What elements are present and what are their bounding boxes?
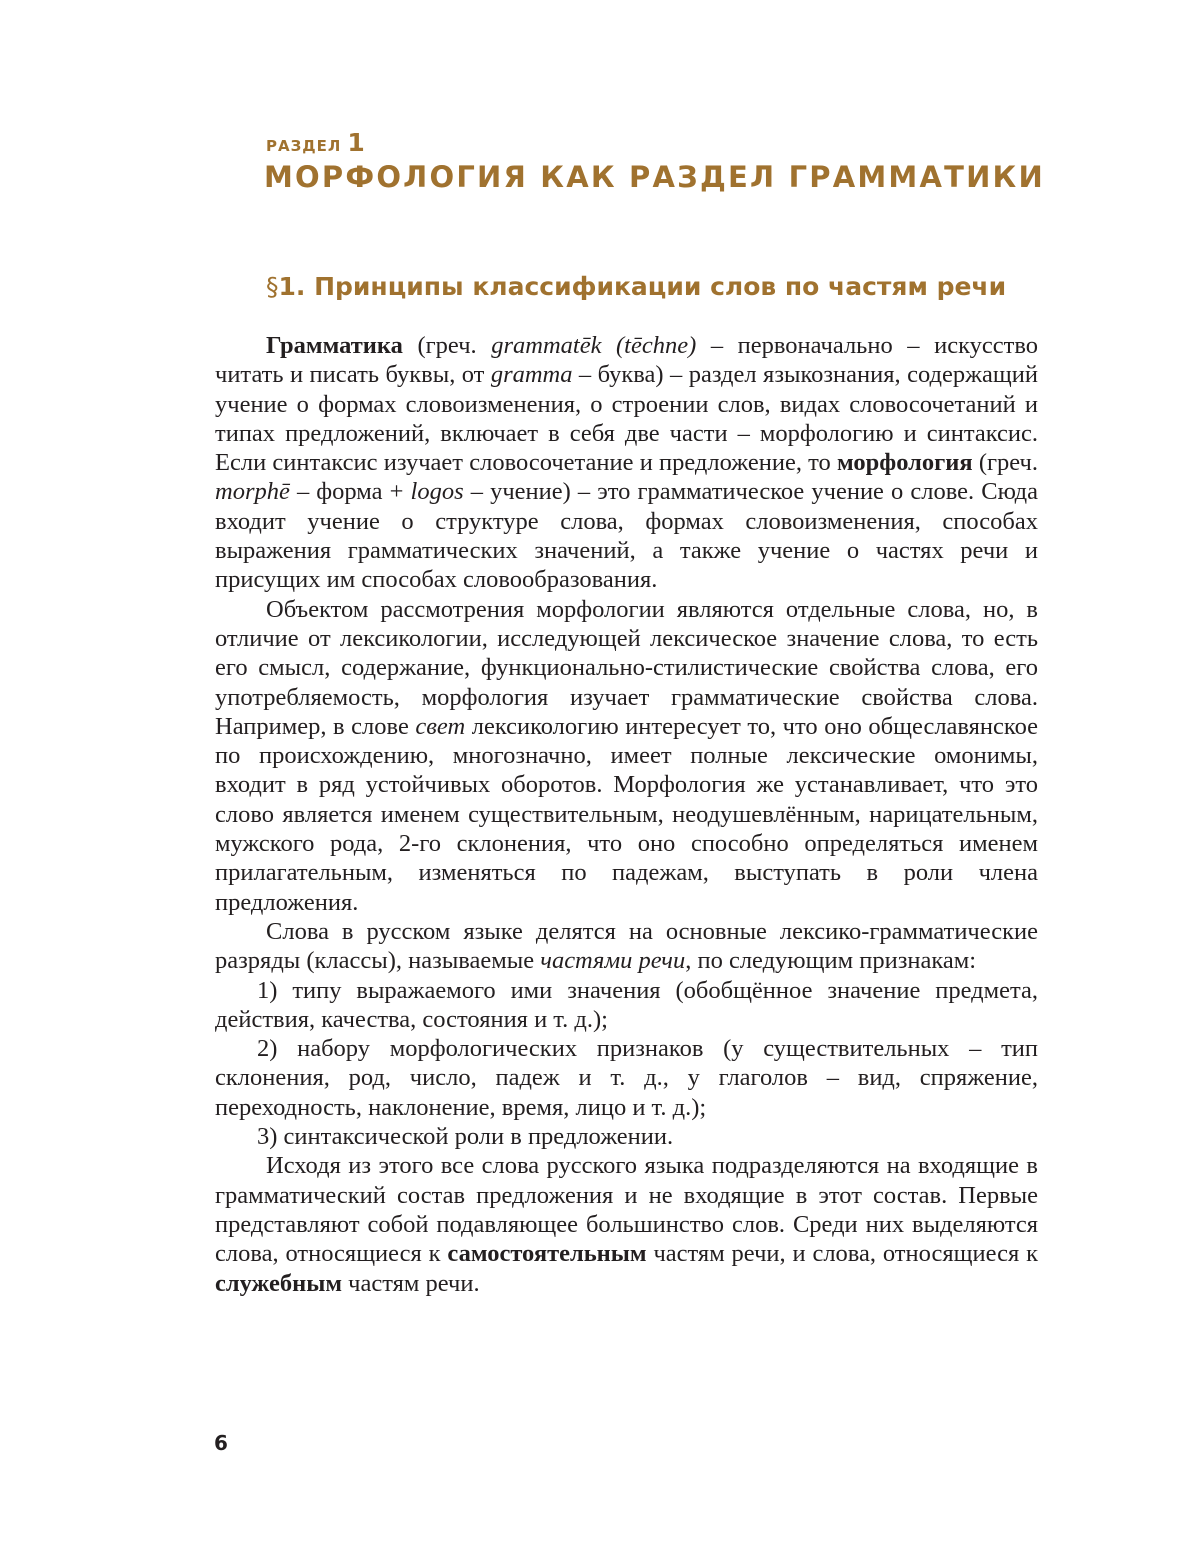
text-run: Объектом рассмотрения морфологии являются отдельные слова, но, в отличие от лексикологии, исследующей лексическое значение слова, то есть его смысл, содержание, функционально-стилистические свойства слова, его употребляемость, морфология изучает грамматические свойства слова. Например, в слове <box>215 595 1038 740</box>
text-run: (греч. <box>972 449 1038 477</box>
paragraph-grammar-definition <box>215 331 1038 595</box>
term-parts-of-speech: частями речи <box>540 947 686 975</box>
text-run: Слова в русском языке делятся на основные лексико-грамматические разряды (классы), называемые <box>215 917 1038 975</box>
section-label-text: РАЗДЕЛ <box>266 137 342 155</box>
term-morphology: морфология <box>837 449 973 477</box>
paragraph-classification <box>215 1151 1038 1297</box>
section-title: МОРФОЛОГИЯ КАК РАЗДЕЛ ГРАММАТИКИ <box>264 160 1045 194</box>
term-independent: самостоятельным <box>447 1240 647 1268</box>
text-run: , по следующим признакам: <box>685 947 977 975</box>
greek-term: gramma <box>490 361 573 389</box>
text-run: – первоначально – искусство читать и писать буквы, от <box>215 332 1038 389</box>
list-item: 2) набору морфологических признаков (у существительных – тип склонения, род, число, падеж и т. д., у глаголов – вид, спряжение, переходность, наклонение, время, лицо и т. д.); <box>215 1035 1038 1121</box>
section-number: 1 <box>347 128 365 157</box>
paragraph-heading-text: 1. Принципы классификации слов по частям речи <box>278 272 1007 301</box>
example-word: свет <box>415 712 466 740</box>
text-run: (греч. <box>402 332 492 359</box>
section-sign: § <box>266 272 279 301</box>
section-label <box>266 128 365 157</box>
text-run: – учение) – это грамматическое учение о слове. Сюда входит учение о структуре слова, формах словоизменения, способах выражения грамматических значений, а также учение о частях речи и присущих им способах словообразования. <box>215 478 1038 594</box>
term-auxiliary: служебным <box>215 1269 343 1297</box>
page-number: 6 <box>214 1431 228 1455</box>
greek-term: grammatēk (tēchne) <box>491 332 697 359</box>
text-run: – форма + <box>289 478 411 506</box>
paragraph-morphology-object <box>215 595 1038 917</box>
list-item: 3) синтаксической роли в предложении. <box>257 1123 674 1151</box>
text-run: лексикологию интересует то, что оно общеславянское по происхождению, многозначно, имеет полные лексические омонимы, входит в ряд устойчивых оборотов. Морфология же устанавливает, что это слово является именем существительным, неодушевлённым, нарицательным, мужского рода, 2-го склонения, что оно способно определяться именем прилагательным, изменяться по падежам, выступать в роли члена предложения. <box>215 712 1039 916</box>
paragraph-parts-of-speech <box>215 917 1038 976</box>
text-run: Исходя из этого все слова русского языка подразделяются на входящие в грамматический состав предложения и не входящие в этот состав. Первые представляют собой подавляющее большинство слов. Среди них выделяются слова, относящиеся к <box>215 1152 1038 1268</box>
body-text <box>215 331 1038 1298</box>
paragraph-heading <box>266 272 1006 301</box>
text-run: частям речи. <box>342 1269 480 1297</box>
greek-term: morphē <box>215 478 290 506</box>
term-grammar: Грамматика <box>266 332 403 359</box>
list-item: 1) типу выражаемого ими значения (обобщённое значение предмета, действия, качества, состояния и т. д.); <box>215 976 1038 1033</box>
text-run: – буква) – раздел языкознания, содержащий учение о формах словоизменения, о строении слов, видах словосочетаний и типах предложений, включает в себя две части – морфологию и синтаксис. Если синтаксис изучает словосочетание и предложение, то <box>215 361 1038 477</box>
greek-term: logos <box>410 478 464 506</box>
text-run: частям речи, и слова, относящиеся к <box>646 1240 1038 1268</box>
